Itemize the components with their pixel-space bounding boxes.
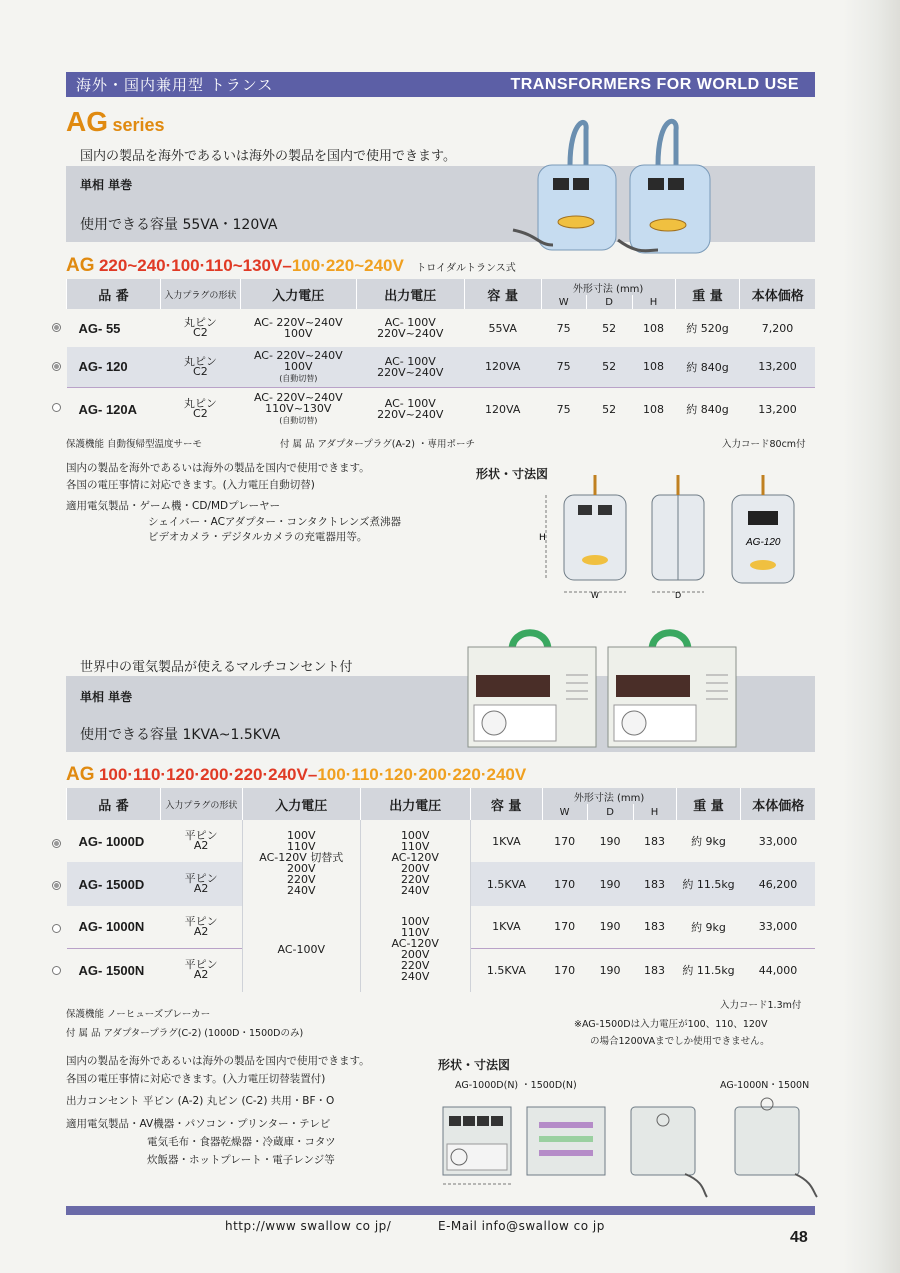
plug-type: 平ピン [184,958,218,972]
row-marker-icon [52,839,61,848]
col-capacity: 容 量 [470,788,542,820]
input-cell [240,387,356,431]
model-cell: AG- 1000N [78,919,145,935]
sec2-note-2: 各国の電圧事情に対応できます。(入力電圧切替装置付) [66,1073,326,1085]
sec1-note-2: 各国の電圧事情に対応できます。(入力電圧自動切替) [66,479,315,491]
plug-cell [160,948,242,992]
ac-prefix: AC- [253,316,273,329]
w-cell: 170 [542,862,587,906]
h-cell: 108 [643,321,665,335]
sec1-spec-table [66,279,815,431]
h-cell: 108 [632,387,675,431]
output-cell [356,347,464,387]
table-row [67,906,816,948]
ac-prefix: AC- [391,851,411,864]
ac-prefix: AC- [259,851,279,864]
output-voltage: 100V [400,915,430,928]
col-dims: 外形寸法 (mm) [542,788,676,804]
header-en-title: TRANSFORMERS FOR WORLD USE [510,75,799,93]
output-cell [356,309,464,347]
col-weight: 重 量 [676,788,741,820]
plug-code: A2 [193,839,209,852]
d-cell: 190 [599,834,621,848]
output-cell-n [360,906,470,992]
input-voltage: 100V [287,829,316,842]
sec2-note-3: 出力コンセント 平ピン (A-2) 丸ピン (C-2) 共用・BF・O [66,1095,335,1107]
col-w: W [542,804,587,820]
output-voltage: 120V [410,851,439,864]
footer-url[interactable]: http://www swallow co jp/ [225,1219,392,1233]
sec2-accessory: 付 属 品 アダプタープラグ(C-2) (1000D・1500Dのみ) [66,1028,304,1039]
input-voltage: 240V [287,884,316,897]
col-output: 出力電圧 [360,788,470,820]
plug-cell [160,820,242,862]
input-voltage: 220V [287,873,316,886]
sec1-box-label: 単相 単巻 [80,178,133,192]
plug-cell [160,906,242,948]
sec2-range-output: 100·110·120·200·220·240V [317,765,527,784]
sec1-applicable-line: ビデオカメラ・デジタルカメラの充電器用等。 [148,531,368,543]
sec2-note-1: 国内の製品を海外であるいは海外の製品を国内で使用できます。 [66,1055,370,1067]
capacity-cell: 1KVA [492,834,521,848]
price-cell: 46,200 [741,862,815,906]
row-marker-icon [52,323,61,332]
plug-cell [160,387,240,431]
sec1-lead: 国内の製品を海外であるいは海外の製品を国内で使用できます。 [80,149,456,164]
w-cell: 170 [542,948,587,992]
plug-code: A2 [193,882,209,895]
col-model: 品 番 [67,788,161,820]
weight-cell: 約 840g [675,387,740,431]
sec2-spec-table [66,788,815,992]
series-name: AG [66,106,108,137]
row-marker-icon [52,924,61,933]
price-cell: 44,000 [741,948,815,992]
capacity-cell: 1KVA [492,920,521,934]
sec1-range-input: 220~240·100·110~130V [98,256,283,275]
footer-contact [225,1219,605,1233]
dim-h-label: H [539,533,546,543]
input-voltage: 220V~240V [276,348,343,362]
col-price: 本体価格 [740,279,815,309]
plug-type: 平ピン [184,872,218,885]
ac-prefix: AC- [253,391,273,405]
dim-d-label: D [675,591,682,600]
sec2-dimension-drawing [435,1092,830,1202]
d-cell: 190 [587,862,633,906]
plug-code: C2 [193,407,208,421]
col-h: H [632,295,675,309]
sec1-applicable-label: 適用電気製品・ゲーム機・CD/MDプレーヤー [66,500,281,512]
col-input: 入力電圧 [240,279,356,309]
sec2-cord: 入力コード1.3m付 [720,1000,802,1011]
input-cell-n: AC-100V [242,906,360,992]
sec1-voltage-range [66,255,516,277]
col-dims: 外形寸法 (mm) [541,279,675,295]
plug-cell [160,347,240,387]
output-voltage: 100V [400,829,430,842]
plug-type: 平ピン [184,829,218,842]
price-cell: 7,200 [761,321,794,335]
model-cell: AG- 1000D [78,833,145,849]
price-cell: 13,200 [740,347,815,387]
output-voltage: 200V [400,862,430,875]
page-binding-shadow [843,0,900,1273]
weight-cell: 約 11.5kg [676,862,741,906]
capacity-cell: 1.5KVA [470,948,542,992]
h-cell: 183 [644,834,666,848]
h-cell: 183 [633,948,676,992]
h-cell: 183 [644,920,666,934]
col-capacity: 容 量 [464,279,541,309]
input-cell [240,309,356,347]
sec2-applicable-line: 炊飯器・ホットプレート・電子レンジ等 [147,1154,335,1166]
sec1-cord: 入力コード80cm付 [722,439,806,450]
sec1-capacity: 使用できる容量 55VA・120VA [80,217,278,233]
output-voltage: 100V [407,354,436,368]
sec1-note-1: 国内の製品を海外であるいは海外の製品を国内で使用できます。 [66,462,370,474]
table-row [67,820,816,862]
sec2-range-dash: – [307,765,318,784]
output-voltage: 220V~240V [377,327,444,340]
model-cell: AG- 55 [78,320,121,336]
sec2-product-photo [462,625,742,750]
sec2-dim-caption-n: AG-1000N・1500N [720,1080,810,1091]
output-voltage: 220V~240V [377,408,444,422]
weight-cell: 約 9kg [691,835,726,848]
page-number: 48 [790,1229,808,1246]
sec2-range-input: 100·110·120·200·220·240V [98,765,308,784]
output-cell [356,387,464,431]
input-voltage: 220V~240V [276,391,343,405]
plug-code: C2 [193,326,208,339]
d-cell: 52 [602,321,617,335]
output-voltage: 220V~240V [377,365,444,379]
h-cell: 183 [633,862,676,906]
col-output: 出力電圧 [356,279,464,309]
sec2-warning-2: の場合1200VAまでしか使用できません。 [590,1036,770,1047]
plug-code: A2 [193,924,209,938]
auto-switch-note: (自動切替) [279,416,318,426]
weight-cell: 約 840g [675,347,740,387]
weight-cell: 約 520g [686,322,729,335]
sec2-box-label: 単相 単巻 [80,690,133,704]
plug-cell [160,862,242,906]
plug-type: 丸ピン [183,354,217,368]
sec1-product-photo [508,110,738,260]
input-voltage: 110V [287,840,316,853]
input-voltage: 100V [284,327,313,340]
sec2-applicable-line: 電気毛布・食器乾燥器・冷蔵庫・コタツ [147,1136,336,1148]
sec2-protect: 保護機能 ノーヒューズブレーカー [66,1009,211,1020]
table-row [67,309,816,347]
series-title [66,106,165,138]
input-voltage: 200V [287,862,316,875]
auto-switch-note: (自動切替) [279,373,318,383]
sec2-dim-caption-d: AG-1000D(N) ・1500D(N) [455,1080,577,1091]
sec1-dimension-drawing [536,465,806,600]
col-plug: 入力プラグの形状 [160,788,242,820]
sec2-range-ag: AG [66,764,95,785]
price-cell: 13,200 [740,387,815,431]
input-cell-d [242,820,360,906]
d-cell: 52 [586,347,632,387]
sec1-dim-title: 形状・寸法図 [476,467,549,481]
w-cell: 75 [541,387,586,431]
sec2-warning-1: ※AG-1500Dは入力電圧が100、110、120V [574,1019,768,1030]
output-voltage: 110V [400,840,430,853]
col-price: 本体価格 [741,788,815,820]
header-jp-title: 海外・国内兼用型 トランス [76,76,274,94]
series-suffix: series [112,115,165,135]
row-marker-icon [52,966,61,975]
d-cell: 190 [599,920,621,934]
header-band [66,72,815,97]
row-marker-icon [52,362,61,371]
col-plug: 入力プラグの形状 [160,279,240,309]
plug-type: 丸ピン [183,397,217,411]
output-voltage: 120V [410,937,439,950]
ac-prefix: AC- [384,316,404,329]
sec2-lead: 世界中の電気製品が使えるマルチコンセント付 [80,660,353,675]
plug-type: 平ピン [184,914,218,928]
col-weight: 重 量 [675,279,740,309]
row-marker-icon [52,881,61,890]
capacity-cell: 120VA [464,347,541,387]
weight-cell: 約 11.5kg [676,948,741,992]
footer-email[interactable]: E-Mail info@swallow co jp [437,1219,605,1233]
col-d: D [586,295,632,309]
row-marker-icon [52,403,61,412]
w-cell: 170 [554,834,576,848]
plug-code: C2 [193,364,208,378]
model-cell: AG- 1500D [67,862,161,906]
col-w: W [541,295,586,309]
sec1-accessory: 付 属 品 アダプタープラグ(A-2) ・専用ポーチ [280,439,475,450]
input-voltage: 120V [278,851,307,864]
output-voltage: 100V [407,397,436,411]
w-cell: 75 [556,321,571,335]
input-voltage: 110V~130V [265,402,332,416]
input-voltage: 220V~240V [276,316,343,329]
sec1-range-tail: トロイダルトランス式 [416,263,516,274]
sec1-range-dash: – [282,256,292,275]
model-cell: AG- 1500N [67,948,161,992]
footer-band [66,1206,815,1215]
price-cell: 33,000 [758,834,798,848]
plug-cell [160,309,240,347]
sec1-protect: 保護機能 自動復帰型温度サーモ [66,439,203,450]
ac-prefix: AC- [384,354,404,368]
ac-prefix: AC- [391,937,411,950]
sec2-dim-title: 形状・寸法図 [438,1058,511,1072]
col-d: D [587,804,633,820]
col-model: 品 番 [67,279,161,309]
weight-cell: 約 9kg [691,920,726,934]
output-voltage: 240V [400,970,430,983]
plug-type: 丸ピン [183,316,217,329]
h-cell: 108 [632,347,675,387]
sec1-applicable-line: シェイバー・ACアダプター・コンタクトレンズ煮沸器 [148,516,401,528]
model-cell: AG- 120A [67,387,161,431]
sec2-voltage-range [66,764,526,786]
output-voltage: 220V [400,873,430,886]
table-row [67,387,816,431]
output-voltage: 200V [400,948,430,961]
plug-code: A2 [193,968,209,982]
table-row [67,347,816,387]
price-cell: 33,000 [758,920,798,934]
input-voltage: 100V [284,359,313,373]
model-cell: AG- 120 [67,347,161,387]
device-model-label: AG-120 [746,537,781,548]
d-cell: 52 [586,387,632,431]
sec2-capacity: 使用できる容量 1KVA~1.5KVA [80,727,281,743]
capacity-cell: 1.5KVA [470,862,542,906]
capacity-cell: 120VA [464,387,541,431]
ac-prefix: AC- [384,397,404,411]
switch-mode: 切替式 [310,851,344,864]
capacity-cell: 55VA [488,321,517,335]
sec1-range-output: 100·220~240V [291,256,404,275]
ac-prefix: AC- [253,348,273,362]
output-voltage: 100V [407,316,436,329]
col-h: H [633,804,676,820]
d-cell: 190 [587,948,633,992]
dim-w-label: W [591,591,599,600]
sec1-range-ag: AG [66,255,95,276]
output-cell-d [360,820,470,906]
col-input: 入力電圧 [242,788,360,820]
output-voltage: 110V [400,926,430,939]
output-voltage: 220V [400,959,430,972]
input-cell [240,347,356,387]
sec2-applicable-label: 適用電気製品・AV機器・パソコン・プリンター・テレビ [66,1118,331,1130]
output-voltage: 240V [400,884,430,897]
w-cell: 170 [554,920,576,934]
w-cell: 75 [541,347,586,387]
